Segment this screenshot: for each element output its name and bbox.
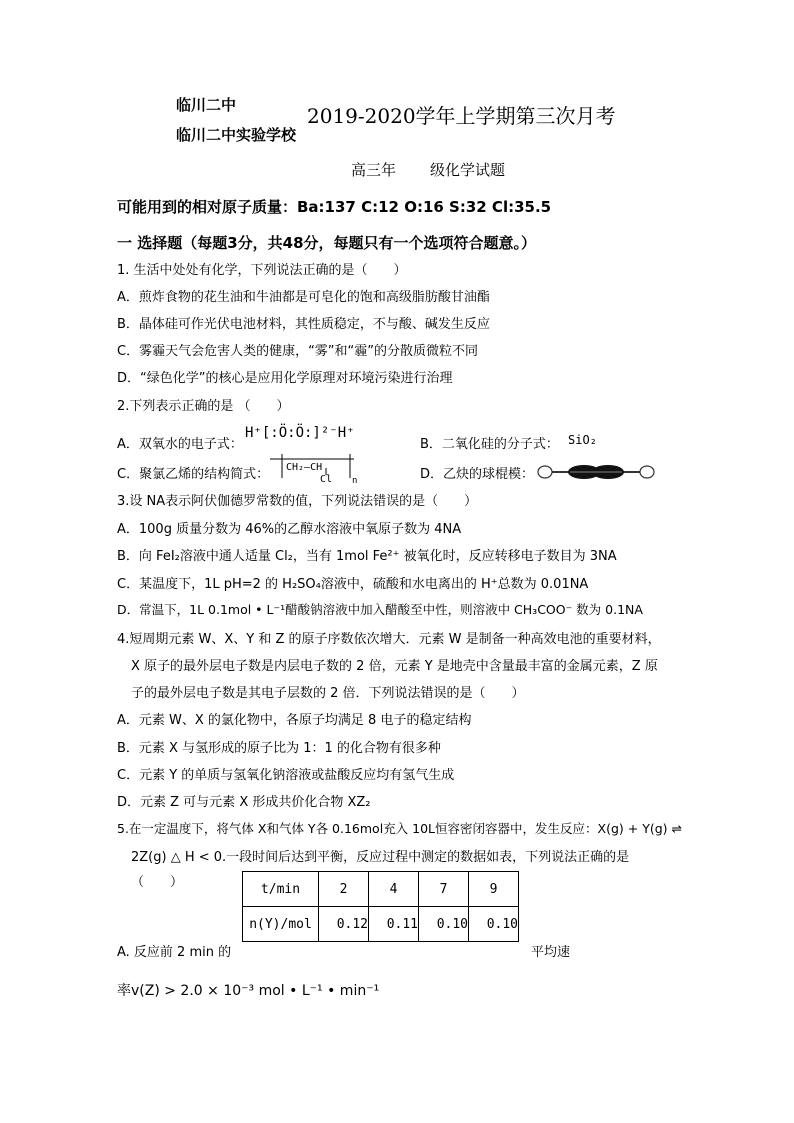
- q4-option-d: D．元素 Z 可与元素 X 形成共价化合物 XZ₂: [117, 795, 371, 810]
- table-cell: 2: [319, 872, 369, 907]
- q4-option-c: C．元素 Y 的单质与氢氧化钠溶液或盐酸反应均有氢气生成: [117, 768, 455, 783]
- q4-stem-line3: 子的最外层电子数是其电子层数的 2 倍．下列说法错误的是（ ）: [131, 686, 525, 701]
- acetylene-ball-stick-model: [536, 462, 656, 482]
- school-name-1: 临川二中: [176, 96, 237, 114]
- q2-option-c-label: C．聚氯乙烯的结构简式：: [117, 467, 270, 482]
- section-heading: 一 选择题（每题3分，共48分，每题只有一个选项符合题意。）: [117, 234, 537, 252]
- q1-option-b: B．晶体硅可作光伏电池材料，其性质稳定，不与酸、碱发生反应: [117, 317, 490, 332]
- q2-stem: 2.下列表示正确的是 （ ）: [117, 399, 290, 414]
- q1-stem: 1. 生活中处处有化学，下列说法正确的是（ ）: [117, 263, 407, 278]
- q5-option-a-line2: 率v(Z) > 2.0 × 10⁻³ mol • L⁻¹ • min⁻¹: [117, 983, 380, 999]
- q2-option-a-formula: H⁺[:Ö:Ö:]²⁻H⁺: [245, 425, 355, 441]
- q5-stem-line2: 2Z(g) △ H < 0.一段时间后达到平衡，反应过程中测定的数据如表，下列说法正确的是: [131, 850, 630, 865]
- q5-stem-line1: 5.在一定温度下，将气体 X和气体 Y各 0.16mol充入 10L恒容密闭容器中，发生反应：X(g) + Y(g) ⇌: [117, 821, 682, 836]
- q3-option-b: B．向 FeI₂溶液中通人适量 Cl₂，当有 1mol Fe²⁺ 被氧化时，反应转移电子数目为 3NA: [117, 549, 617, 564]
- q1-option-d: D．“绿色化学”的核心是应用化学原理对环境污染进行治理: [117, 371, 453, 386]
- table-cell: 0.12: [319, 907, 369, 942]
- table-row: [243, 872, 519, 907]
- q3-option-d: D．常温下，1L 0.1mol • L⁻¹醋酸钠溶液中加入醋酸至中性，则溶液中 CH₃COO⁻ 数为 0.1NA: [117, 602, 643, 617]
- q4-stem-line1: 4.短周期元素 W、X、Y 和 Z 的原子序数依次增大．元素 W 是制备一种高效电池的重要材料，: [117, 632, 661, 647]
- q2-option-a-label: A．双氧水的电子式：: [117, 437, 243, 452]
- q4-stem-line2: X 原子的最外层电子数是内层电子数的 2 倍，元素 Y 是地壳中含量最丰富的金属元素，Z 原: [131, 659, 658, 674]
- q5-stem-line3: （ ）: [131, 875, 184, 890]
- q3-stem: 3.设 NA表示阿伏伽德罗常数的值，下列说法错误的是（ ）: [117, 494, 478, 509]
- atomic-masses: 可能用到的相对原子质量：Ba:137 C:12 O:16 S:32 Cl:35.5: [117, 198, 552, 216]
- q5-option-a-part2: 平均速: [531, 945, 571, 960]
- q4-option-b: B．元素 X 与氢形成的原子比为 1：1 的化合物有很多种: [117, 741, 441, 756]
- table-cell: 4: [369, 872, 419, 907]
- q4-option-a: A．元素 W、X 的氯化物中，各原子均满足 8 电子的稳定结构: [117, 713, 472, 728]
- q5-option-a-part1: A. 反应前 2 min 的: [117, 945, 232, 960]
- table-cell: 0.11: [369, 907, 419, 942]
- q1-option-a: A．煎炸食物的花生油和牛油都是可皂化的饱和高级脂肪酸甘油酯: [117, 290, 490, 305]
- q2-option-d-label: D．乙炔的球棍模：: [420, 467, 535, 482]
- table-cell: 7: [419, 872, 469, 907]
- q3-option-c: C．某温度下，1L pH=2 的 H₂SO₄溶液中，硫酸和水电离出的 H⁺总数为 0.01NA: [117, 577, 589, 592]
- table-row: [243, 907, 519, 942]
- q1-option-c: C．雾霾天气会危害人类的健康，“雾”和“霾”的分散质微粒不同: [117, 344, 479, 359]
- pvc-chlorine: Cl: [320, 474, 333, 485]
- q2-option-b-formula: SiO₂: [568, 433, 597, 447]
- q3-option-a: A．100g 质量分数为 46%的乙醇水溶液中氧原子数为 4NA: [117, 522, 462, 537]
- table-cell: n(Y)/mol: [243, 907, 319, 942]
- pvc-structure: [268, 452, 368, 488]
- exam-subtitle-part2: 级化学试题: [430, 161, 506, 179]
- exam-subtitle-part1: 高三年: [351, 161, 397, 179]
- pvc-chain: CH₂—CH: [286, 462, 323, 473]
- table-cell: 0.10: [469, 907, 519, 942]
- table-cell: 0.10: [419, 907, 469, 942]
- table-cell: 9: [469, 872, 519, 907]
- pvc-n: n: [352, 476, 358, 486]
- q2-option-b-label: B．二氧化硅的分子式：: [420, 437, 559, 452]
- exam-title: 2019-2020学年上学期第三次月考: [307, 104, 616, 128]
- school-name-2: 临川二中实验学校: [176, 126, 297, 144]
- q5-data-table: [242, 871, 519, 942]
- ball-stick-icon: [536, 462, 656, 482]
- table-cell: t/min: [243, 872, 319, 907]
